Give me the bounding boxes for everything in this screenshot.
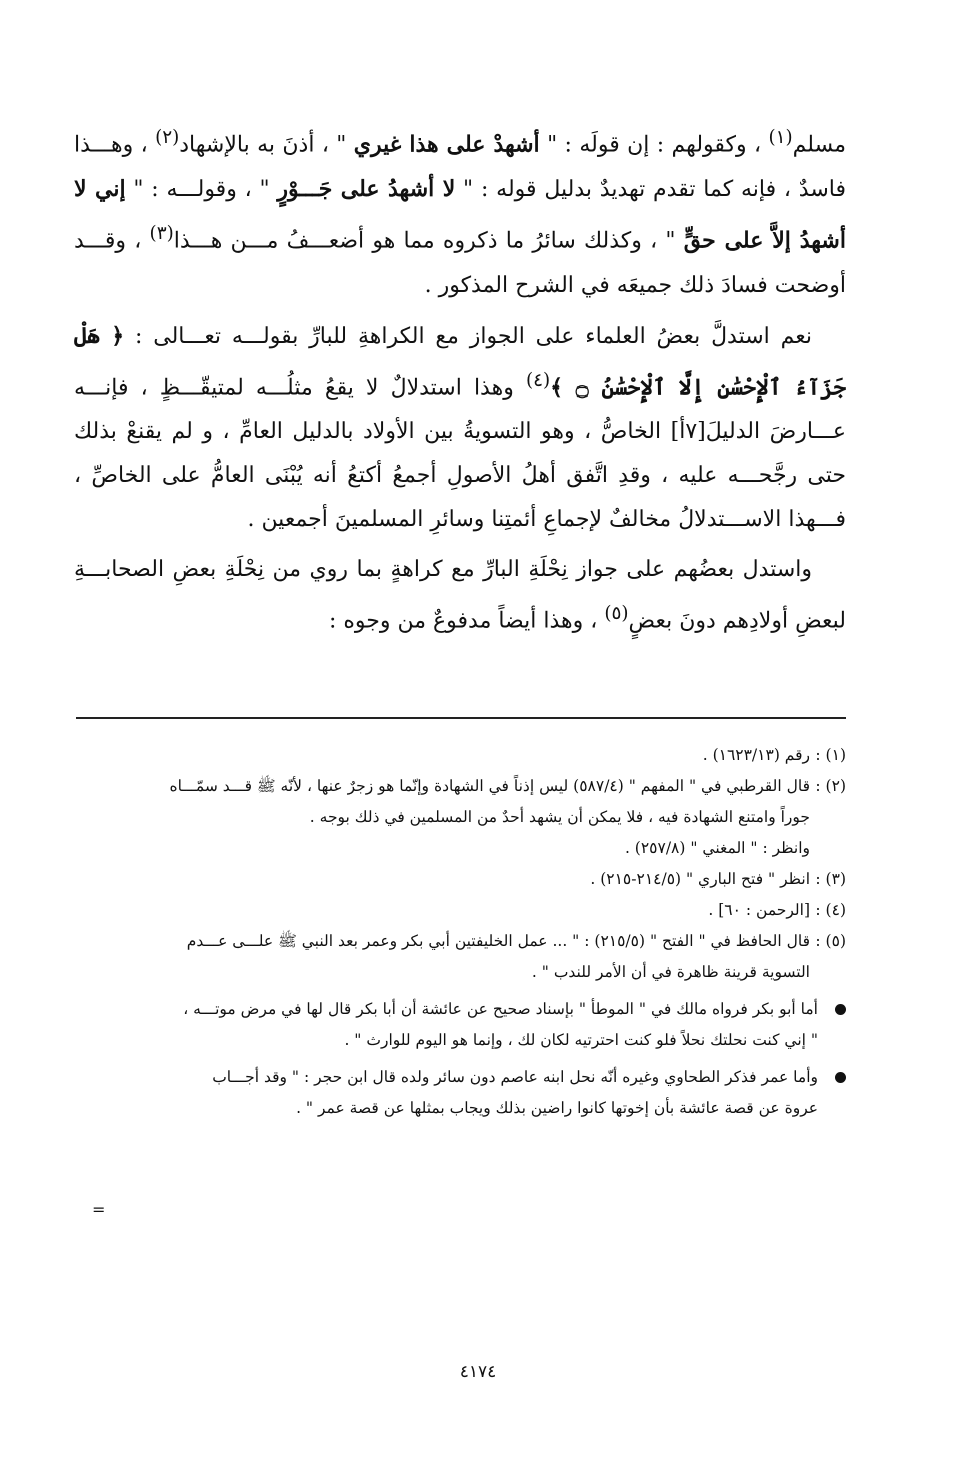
bullet-body — [76, 994, 818, 1056]
paragraph-2 — [74, 314, 846, 542]
text-run: ، وكقولهم : إن قولَه : " — [539, 132, 769, 158]
text-run: وهذا استدلالٌ لا يقعُ مثلُـــه لمتيقّـــظٍ ، فإنـــه عـــارضَ الدليلَ — [74, 374, 847, 444]
bullet-body — [76, 1062, 818, 1124]
footnote-line: قال الحافظ في " الفتح " (٢١٥/٥) : " ... عمل الخليفتين أبي بكر وعمر بعد النبي ﷺ علـــى عـــدم — [186, 932, 810, 950]
main-body-text — [74, 116, 846, 643]
hadith-quote: أشهدْ على هذا غيري — [353, 131, 540, 158]
footnote-line: " إني كنت نحلتك نحلاً فلو كنت احترتيه لكان لك ، وإنما هو اليوم للوارث " . — [344, 1031, 818, 1049]
footnote-line: جوراً وامتنع الشهادة فيه ، فلا يمكن أن يشهد أحدٌ من المسلمين في ذلك بوجه . — [309, 808, 810, 826]
text-run: مسلم — [792, 132, 846, 158]
footnote-body — [76, 926, 810, 988]
footnote-line: رقم (١٦٢٣/١٣) . — [702, 746, 810, 764]
continuation-mark: = — [92, 1200, 106, 1219]
footnote-ref-3: (٣) — [149, 223, 174, 245]
footnote-number: (٤) : — [815, 901, 846, 919]
quran-verse: ﴿ هَلْ جَزَآءُ ٱلْإِحْسَٰنِ إِلَّا ٱلْإِحْسَٰنُ ۝ ﴾ — [74, 322, 846, 400]
paragraph-1 — [74, 116, 846, 308]
footnote-ref-5: (٥) — [604, 602, 629, 624]
footnote-5 — [76, 926, 846, 988]
footnote-line: عروة عن قصة عائشة بأن إخوتها كانوا راضين بذلك ويجاب بمثلها عن قصة عمر " . — [296, 1099, 818, 1117]
text-run: ، وهذا أيضاً مدفوعٌ من وجوه : — [328, 608, 605, 634]
footnote-bullet-1 — [76, 994, 846, 1056]
footnote-number: (٣) : — [815, 870, 846, 888]
footnote-number: (١) : — [815, 746, 846, 764]
text-run: " ، وقولـــه : " — [125, 177, 278, 203]
footnote-line: قال القرطبي في " المفهم " (٥٨٧/٤) ليس إذناً في الشهادة وإنّما هو زجرٌ عنها ، لأنّه ﷺ قـــد سمّـــاه — [169, 777, 810, 795]
text-run: نعم استدلَّ بعضُ العلماء على الجواز مع الكراهةِ للبارِّ بقولـــه تعـــالى : — [124, 323, 812, 349]
footnote-number: (٢) : — [815, 777, 846, 795]
footnote-line: وأما عمر فذكر الطحاوي وغيره أنّه نحل ابنه عاصم دون سائر ولده قال ابن حجر : " وقد أجـــاب — [212, 1068, 818, 1086]
footnote-body — [76, 771, 810, 864]
footnote-line: وانظر : " المغني " (٢٥٧/٨) . — [624, 839, 810, 857]
text-run: الخاصُّ ، وهو التسويةُ بين الأولاد بالدليل العامِّ ، و لم يقنعْ بذلك حتى رجَّحـــه عليه ، وقدِ اتَّفق أهلُ الأصولِ أجمعُ أكتعُ أنه يُبْنَى العامُّ على الخاصِّ ، فـــهذا الاســـتدلالُ مخالفٌ لإجماعِ أئمتِنا وسائرِ المسلمينَ أجمعين . — [74, 418, 846, 532]
footnote-1 — [76, 740, 846, 771]
footnote-line: انظر " فتح الباري " (٢١٤/٥-٢١٥) . — [590, 870, 810, 888]
footnote-3 — [76, 864, 846, 895]
footnote-separator — [76, 717, 846, 719]
footnote-ref-4: (٤) — [525, 369, 551, 391]
footnote-bullet-2 — [76, 1062, 846, 1124]
text-run: " ، وكذلك سائرُ ما ذكروه مما هو أضعـــفُ مـــن هـــذا — [173, 228, 684, 254]
footnote-ref-2: (٢) — [155, 127, 180, 148]
bullet-icon — [818, 994, 846, 1015]
footnote-number: (٥) : — [815, 932, 846, 950]
footnote-4 — [76, 895, 846, 926]
text-run: واستدل بعضُهم على جواز نِحْلَةِ البارِّ مع كراهةٍ بما روي من نِحْلَةِ بعضِ الصحابـــةِ لبعضِ أولادِهم دونَ بعضٍ — [74, 556, 846, 634]
text-run: ، وقـــد أوضحت فسادَ ذلك جميعَه في الشرح المذكور . — [74, 228, 846, 298]
footnote-line: [الرحمن : ٦٠] . — [708, 901, 810, 919]
bullet-icon — [818, 1062, 846, 1083]
footnote-body — [76, 864, 810, 895]
footnotes — [76, 740, 846, 1124]
footnote-2 — [76, 771, 846, 864]
text-run: ، وهـــذا فاسدٌ ، فإنه كما تقدم تهديدٌ بدليل قوله : " — [74, 132, 846, 203]
hadith-quote: لا أشهدُ على جَـــوْرٍ — [277, 176, 456, 203]
footnote-line: أما أبو بكر فرواه مالك في " الموطأ " بإسناد صحيح عن عائشة أن أبا بكر قال لها في مرض موتـــه ، — [183, 1000, 818, 1018]
text-run: " ، أذنَ به بالإشهاد — [179, 132, 354, 158]
footnote-line: التسوية قرينة ظاهرة في أن الأمر للندب " . — [531, 963, 810, 981]
manuscript-folio-marker: [٧أ] — [670, 418, 706, 444]
page-number: ٤١٧٤ — [459, 1362, 497, 1382]
footnote-body — [76, 740, 810, 771]
hadith-quote: إني لا أشهدُ إلاَّ على حقٍّ — [74, 176, 846, 254]
paragraph-3 — [74, 548, 846, 643]
footnote-ref-1: (١) — [768, 127, 793, 148]
footnote-body — [76, 895, 810, 926]
